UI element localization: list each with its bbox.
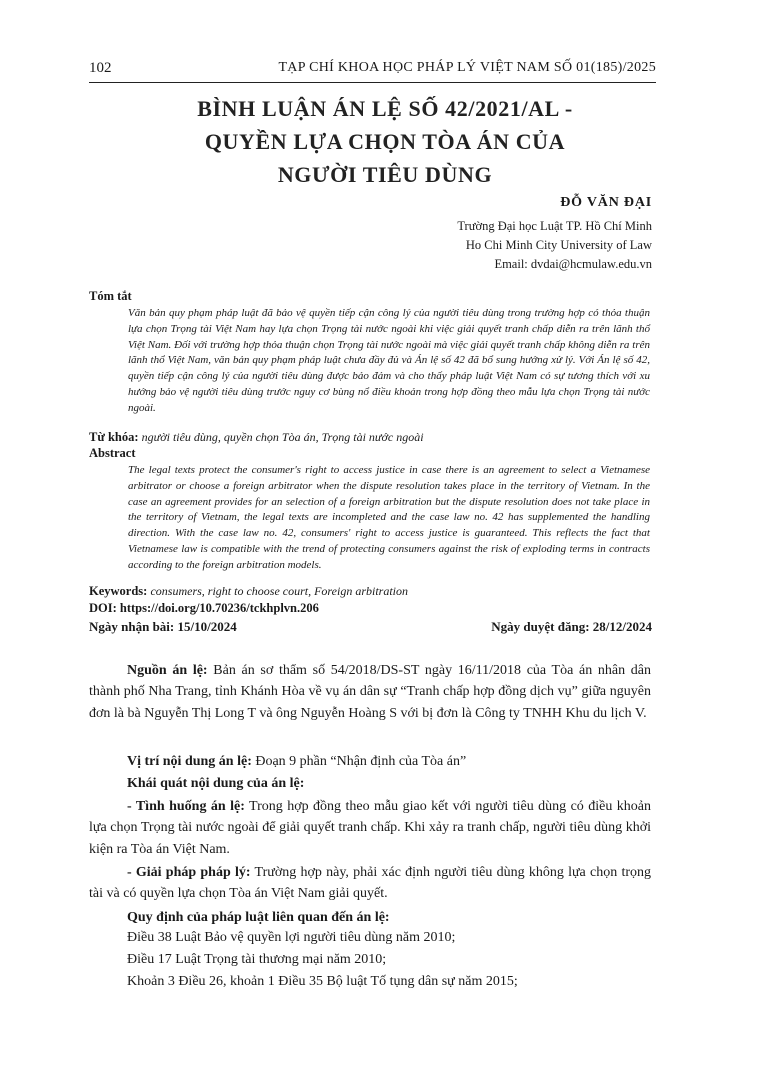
solution-label: - Giải pháp pháp lý: [127, 865, 251, 880]
keywords-label-vi: Từ khóa: [89, 430, 139, 444]
accepted-date: Ngày duyệt đăng: 28/12/2024 [491, 619, 652, 634]
position-text: Đoạn 9 phần “Nhận định của Tòa án” [251, 754, 467, 769]
affiliation-en: Ho Chi Minh City University of Law [465, 238, 652, 252]
law-item: Điều 38 Luật Bảo vệ quyền lợi người tiêu dùng năm 2010; [127, 930, 456, 945]
situation-label: - Tình huống án lệ: [127, 799, 245, 814]
abstract-heading: Abstract [89, 446, 136, 460]
source-label: Nguồn án lệ: [127, 663, 208, 678]
summary-heading: Tóm tắt [89, 289, 132, 303]
law-item: Điều 17 Luật Trọng tài thương mại năm 2010; [127, 952, 387, 967]
law-label: Quy định của pháp luật liên quan đến án lệ: [127, 910, 390, 925]
keywords-label-en: Keywords: [89, 584, 148, 598]
page-number: 102 [89, 60, 112, 76]
abstract-text: The legal texts protect the consumer's right to access justice in case there is an agreement to select a Vietnamese arbitrator or choose a foreign arbitrator when the dispute resolution takes place in the territory of Vietnam. In the case an agreement provides for an selection of a foreign arbitration but the dispute resolution does not take place in the territory of Vietnam, the legal texts are incompleted and the case law no. 42 has supplemented the handling direction. With the case law no. 42, consumers' right to access justice is guaranteed. This reflects the fact that Vietnamese law is compatible with the trend of protecting consumers against the risk of exploding terms in contracts according to the foreign arbitration models. [128, 464, 650, 571]
body-situation-paragraph [89, 796, 651, 860]
body-source-paragraph [89, 660, 651, 724]
article-title-line-1: BÌNH LUẬN ÁN LỆ SỐ 42/2021/AL - [197, 96, 573, 121]
abstract-keywords [89, 584, 408, 599]
source-text: Bản án sơ thẩm số 54/2018/DS-ST ngày 16/11/2018 của Tòa án nhân dân thành phố Nha Trang, tỉnh Khánh Hòa về vụ án dân sự “Tranh chấp hợp đồng dịch vụ” giữa nguyên đơn là bà Nguyễn Thị Long T và ông Nguyễn Hoàng S với bị đơn là Công ty TNHH Khu du lịch V. [89, 663, 652, 721]
keywords-vi: người tiêu dùng, quyền chọn Tòa án, Trọng tài nước ngoài [141, 430, 424, 444]
running-header [89, 60, 656, 82]
body-position-paragraph [89, 751, 651, 772]
law-item: Khoản 3 Điều 26, khoản 1 Điều 35 Bộ luật Tố tụng dân sự năm 2015; [127, 974, 518, 989]
solution-text: Trường hợp này, phải xác định người tiêu dùng không lựa chọn trọng tài và có quyền lựa chọn Tòa án Việt Nam giải quyết. [89, 865, 652, 902]
author-email: Email: dvdai@hcmulaw.edu.vn [494, 257, 652, 271]
body-overview-heading [89, 773, 651, 794]
article-title-line-3: NGƯỜI TIÊU DÙNG [277, 162, 493, 187]
overview-label: Khái quát nội dung của án lệ: [127, 776, 305, 791]
keywords-en: consumers, right to choose court, Foreign arbitration [150, 584, 408, 598]
article-title-line-2: QUYỀN LỰA CHỌN TÒA ÁN CỦA [204, 129, 566, 154]
author-name: ĐỖ VĂN ĐẠI [560, 195, 652, 210]
affiliation-vi: Trường Đại học Luật TP. Hồ Chí Minh [457, 219, 652, 233]
received-date: Ngày nhận bài: 15/10/2024 [89, 619, 237, 634]
body-solution-paragraph [89, 862, 651, 905]
body-law-heading [89, 907, 651, 928]
journal-title: TẠP CHÍ KHOA HỌC PHÁP LÝ VIỆT NAM SỐ 01(185)/2025 [278, 60, 656, 75]
doi-link[interactable]: DOI: https://doi.org/10.70236/tckhplvn.206 [89, 601, 319, 615]
position-label: Vị trí nội dung án lệ: [127, 754, 252, 769]
situation-text: Trong hợp đồng theo mẫu giao kết với người tiêu dùng có điều khoản lựa chọn Trọng tài nước ngoài để giải quyết tranh chấp. Khi xảy ra tranh chấp, người tiêu dùng khởi kiện ra Tòa án Việt Nam. [89, 799, 651, 857]
summary-keywords [89, 430, 424, 445]
header-rule [89, 82, 656, 83]
summary-text: Văn bản quy phạm pháp luật đã bảo vệ quyền tiếp cận công lý của người tiêu dùng trong trường hợp có thỏa thuận lựa chọn Trọng tài Việt Nam hay lựa chọn Trọng tài nước ngoài khi việc giải quyết tranh chấp diễn ra trên lãnh thổ Việt Nam. Đối với trường hợp thỏa thuận chọn Trọng tài nước ngoài mà việc giải quyết tranh chấp không diễn ra trên lãnh thổ Việt Nam, văn bản quy phạm pháp luật chưa đầy đủ và Án lệ số 42 đã bổ sung hướng xử lý. Với Án lệ số 42, quyền tiếp cận công lý của người tiêu dùng được bảo đảm và cho thấy pháp luật Việt Nam có sự tương thích với xu hướng bảo vệ người tiêu dùng trước nguy cơ bùng nổ điều khoản trong hợp đồng theo mẫu lựa chọn Trọng tài nước ngoài. [128, 307, 650, 414]
